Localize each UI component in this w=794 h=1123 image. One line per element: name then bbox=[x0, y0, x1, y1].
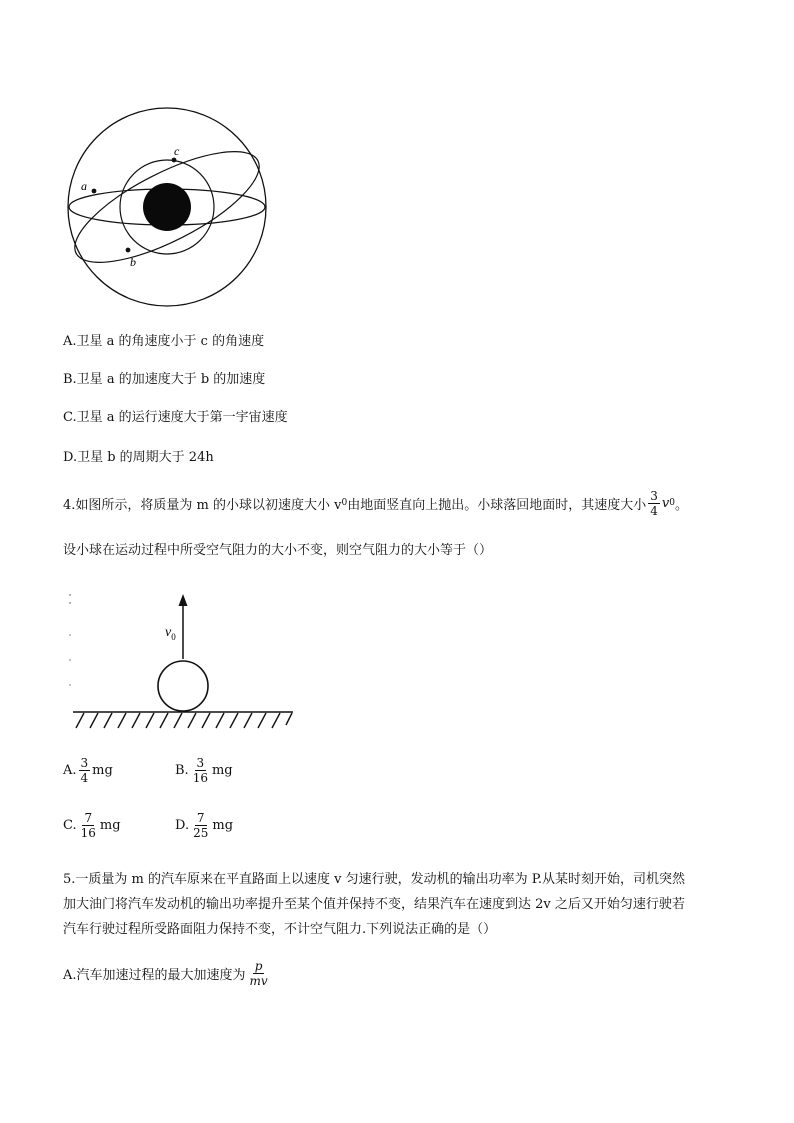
planet bbox=[143, 183, 191, 231]
label-a: a bbox=[81, 179, 87, 193]
label-c: c bbox=[174, 144, 180, 158]
q5-option-a: A.汽车加速过程的最大加速度为 $\frac{p}{mv}$ bbox=[63, 959, 268, 988]
q4-stem-line1: 4.如图所示，将质量为 m 的小球以初速度大小 v 0 由地面竖直向上抛出。小球落回地面时，其速度大小 $\frac{3}{4}$ v 0 。 bbox=[63, 488, 688, 518]
satellite-c-dot bbox=[172, 158, 177, 163]
q4-option-b: B. $\frac{3}{16}$ mg bbox=[175, 756, 233, 785]
q5-line3: 汽车行驶过程所受路面阻力保持不变，不计空气阻力.下列说法正确的是（） bbox=[63, 922, 497, 937]
q4-option-c: C. $\frac{7}{16}$ mg bbox=[63, 811, 121, 840]
q4-option-a: A. $\frac{3}{4}$ mg bbox=[63, 756, 113, 785]
ground-hatching bbox=[76, 713, 292, 728]
arrow-head-icon bbox=[179, 594, 188, 606]
q3-option-a: A.卫星 a 的角速度小于 c 的角速度 bbox=[63, 334, 265, 349]
satellite-a-dot bbox=[92, 189, 97, 194]
ball-figure bbox=[62, 585, 302, 735]
q3-option-c: C.卫星 a 的运行速度大于第一宇宙速度 bbox=[63, 410, 288, 425]
orbit-figure bbox=[60, 95, 280, 307]
velocity-label: $v_0$ bbox=[165, 625, 176, 642]
q4-stem-line2: 设小球在运动过程中所受空气阻力的大小不变，则空气阻力的大小等于（） bbox=[63, 543, 493, 558]
q4-option-d: D. $\frac{7}{25}$ mg bbox=[175, 811, 234, 840]
q3-option-b: B.卫星 a 的加速度大于 b 的加速度 bbox=[63, 372, 266, 387]
satellite-b-dot bbox=[126, 248, 131, 253]
q5-line2: 加大油门将汽车发动机的输出功率提升至某个值并保持不变，结果汽车在速度到达 2v 之后又开始匀速行驶若 bbox=[63, 897, 685, 912]
q3-option-d: D.卫星 b 的周期大于 24h bbox=[63, 450, 214, 465]
q5-line1: 5.一质量为 m 的汽车原来在平直路面上以速度 v 匀速行驶，发动机的输出功率为 P.从某时刻开始，司机突然 bbox=[63, 872, 685, 887]
q4-speed-fraction: $\frac{3}{4}$ bbox=[650, 488, 658, 518]
label-b: b bbox=[130, 255, 136, 269]
ball bbox=[158, 661, 208, 711]
